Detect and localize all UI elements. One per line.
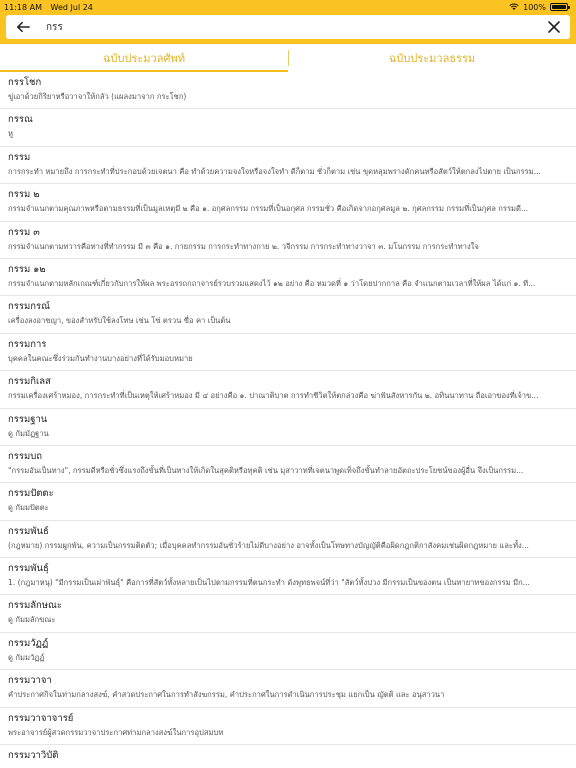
tab-glossary[interactable]: ฉบับประมวลศัพท์ [0, 44, 288, 72]
status-date: Wed Jul 24 [50, 2, 93, 12]
entry-desc: 1. (กฎมาหนุ) "มีกรรมเป็นเผ่าพันธุ์" คือการที่สัตว์ทั้งหลายเป็นไปตามกรรมที่ตนกระทำ ดังพุทธพจน์ที่ว่า "สัตว์ทั้งปวง มีกรรมเป็นของตน เป็นทายาทของกรรม มีก... [8, 578, 530, 588]
entry-desc: พระอาจารย์ผู้สวดกรรมวาจาประกาศท่ามกลางสงฆ์ในการอุปสมบท [8, 727, 224, 737]
entry-title: กรรมการ [8, 338, 47, 350]
entry-desc: เครื่องลงอาชญา, ของสำหรับใช้ลงโทษ เช่น โซ่ ตรวน ขื่อ คา เป็นต้น [8, 316, 231, 326]
entry-title: กรรณ [8, 114, 33, 126]
entry-title: กรรม ๓ [8, 226, 40, 238]
entry-title: กรรมพันธุ์ [8, 563, 49, 575]
status-left [4, 3, 99, 12]
entry-title: กรรมบถ [8, 450, 43, 462]
entry-desc: กรรมจำแนกตามคุณภาพหรือตามธรรมที่เป็นมูลเหตุมี ๒ คือ ๑. อกุศลกรรม กรรมที่เป็นอกุศล กรรมชั่ว คือเกิดจากอกุศลมูล ๒. กุศลกรรม กรรมที่เป็นกุศล กรรมดี... [8, 204, 529, 214]
entry-desc: "กรรมอันเป็นทาง", กรรมดีหรือชั่วซึ่งแรงถึงขั้นที่เป็นทางให้เกิดในสุคติหรือทุคติ เช่น มุสาวาทที่เจตนาพูดเท็จถึงขั้นทำลายอัตถะประโยชน์ของผู้อื่น จึงเป็นกรรม... [8, 465, 524, 475]
status-time: 11:18 AM [4, 2, 42, 12]
entry-desc: ขู่เอาด้วยกิริยาหรือวาจาให้กลัว (แผลงมาจาก กระโชก) [8, 92, 187, 101]
list-item[interactable] [0, 109, 576, 146]
list-item[interactable] [0, 222, 576, 259]
back-arrow-icon[interactable] [16, 20, 30, 34]
entry-desc: คำประกาศกิจในท่ามกลางสงฆ์, คำสวดประกาศในการทำสังฆกรรม, คำประกาศในการดำเนินการประชุม แยกเป็น ญัตติ และ อนุสาวนา [8, 690, 445, 700]
entry-title: กรรโชก [8, 77, 42, 88]
entry-desc: กรรมจำแนกตามหลักเกณฑ์เกี่ยวกับการให้ผล พระอรรถกถาจารย์รวบรวมแสดงไว้ ๑๒ อย่าง คือ หมวดที่ ๑ ว่าโดยปากกาล คือ จำแนกตามเวลาที่ให้ผล ได้แก่ ๑. ที... [8, 278, 536, 288]
entry-title: กรรมฐาน [8, 413, 48, 425]
entry-title: กรรมวาวิบัติ [8, 750, 59, 762]
results-list [0, 72, 576, 768]
wifi-icon [509, 3, 519, 11]
list-item[interactable] [0, 147, 576, 184]
entry-desc: บุคคลในคณะซึ่งร่วมกันทำงานบางอย่างที่ได้รับมอบหมาย [8, 353, 193, 363]
list-item[interactable] [0, 558, 576, 595]
entry-desc: หู [8, 129, 14, 139]
search-bar [6, 15, 570, 39]
entry-title: กรรมปัตตะ [8, 488, 54, 500]
entry-desc: กรรมจำแนกตามทวารคือทางที่ทำกรรม มี ๓ คือ ๑. กายกรรม การกระทำทางกาย ๒. วจีกรรม การกระทำทางวาจา ๓. มโนกรรม การกระทำทางใจ [8, 241, 479, 251]
list-item[interactable] [0, 296, 576, 333]
entry-desc: ดู กัมมลักขณะ [8, 615, 56, 625]
entry-title: กรรมพันธ์ [8, 525, 49, 537]
entry-desc: ดู กัมมปัตตะ [8, 503, 49, 513]
close-icon[interactable] [548, 21, 560, 33]
list-item[interactable] [0, 708, 576, 745]
list-item[interactable] [0, 409, 576, 446]
list-item[interactable] [0, 633, 576, 670]
entry-desc: การกระทำ หมายถึง การกระทำที่ประกอบด้วยเจตนา คือ ทำด้วยความจงใจหรือจงใจทำ ดีก็ตาม ชั่วก็ตาม เช่น ขุดหลุมพรางดักคนหรือสัตว์ให้ตกลงไปตาย เป็นกรรม... [8, 166, 541, 176]
list-item[interactable] [0, 446, 576, 483]
list-item[interactable] [0, 334, 576, 371]
tab-bar [0, 44, 576, 72]
entry-desc: ดู กัมมัฏฐาน [8, 428, 49, 438]
entry-title: กรรม ๑๒ [8, 263, 46, 275]
entry-title: กรรมกิเลส [8, 376, 51, 388]
entry-desc: กรรมเครื่องเศร้าหมอง, การกระทำที่เป็นเหตุให้เศร้าหมอง มี ๔ อย่างคือ ๑. ปาณาติบาต การทำชีวิตให้ตกล่วงคือ ฆ่าฟันสังหารกัน ๒. อทินนาทาน ถือเอาของที่เจ้าข... [8, 391, 539, 401]
entry-title: กรรม ๒ [8, 189, 40, 201]
entry-title: กรรมวัฏฏ์ [8, 637, 49, 649]
list-item[interactable] [0, 483, 576, 520]
battery-fill [552, 5, 566, 9]
tab-dhamma-numerical[interactable]: ฉบับประมวลธรรม [388, 52, 476, 65]
entry-desc: ดู กัมมวัฏฏ์ [8, 652, 45, 662]
entry-title: กรรมลักษณะ [8, 600, 62, 612]
list-item[interactable] [0, 371, 576, 408]
list-item[interactable] [0, 184, 576, 221]
list-item[interactable] [0, 259, 576, 296]
battery-percent: 100% [523, 2, 546, 12]
entry-title: กรรมวาจา [8, 675, 52, 687]
list-item[interactable] [0, 72, 576, 109]
battery-icon [550, 3, 568, 11]
entry-title: กรรม [8, 151, 31, 163]
list-item[interactable] [0, 745, 576, 768]
list-item[interactable] [0, 670, 576, 707]
entry-title: กรรมวาจาจารย์ [8, 712, 74, 724]
status-right [509, 3, 568, 12]
list-item[interactable] [0, 595, 576, 632]
status-bar [0, 0, 576, 14]
entry-desc: (กฎหมาย) กรรมผูกพัน, ความเป็นกรรมติดตัว; เมื่อบุคคลทำกรรมอันชั่วร้ายไม่ดีบางอย่าง อาจทั้งเป็นโทษทางบัญญัติคือผิดกฎกติกาสังคมเช่นผิดกฎหมาย และทั้ง... [8, 540, 529, 550]
app-header [0, 0, 576, 72]
tab-divider [288, 50, 289, 66]
search-input[interactable] [46, 22, 548, 33]
entry-title: กรรมกรณ์ [8, 301, 50, 313]
list-item[interactable] [0, 521, 576, 558]
